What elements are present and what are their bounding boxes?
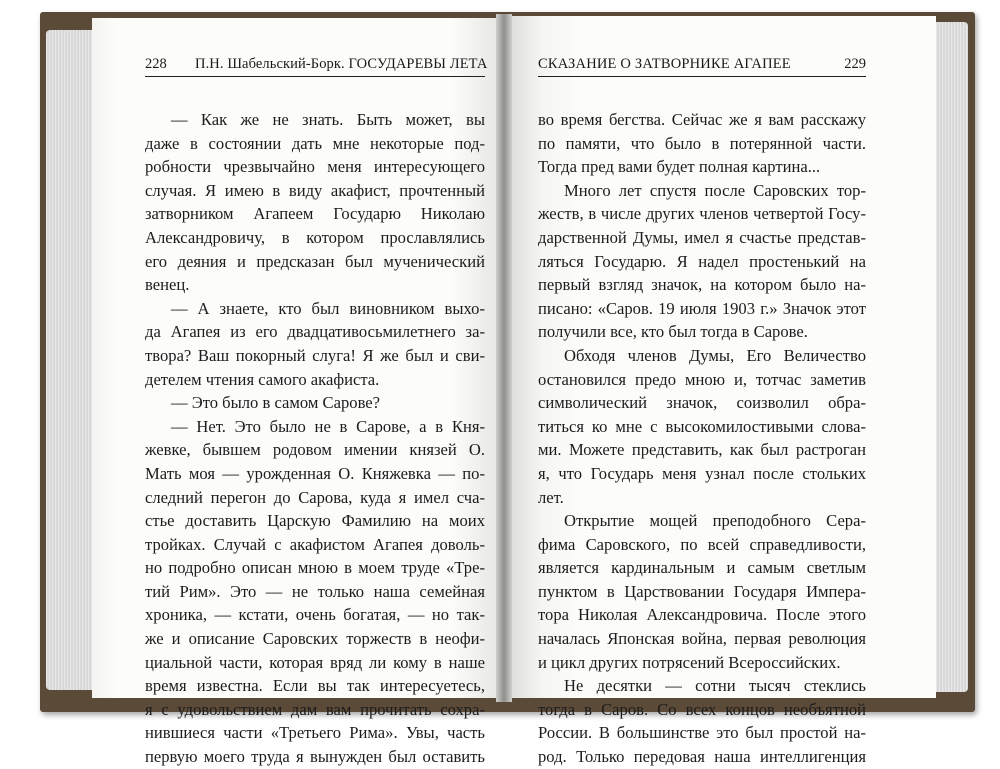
- text-line: первый взгляд значок, на котором было на-: [538, 275, 866, 295]
- text-line: тий Рим». Это — не только наша семейная: [145, 581, 485, 601]
- text-line: началась Японская война, первая революция: [538, 629, 866, 649]
- page-edges-left: [46, 30, 96, 690]
- text-line: ляться Государю. Я надел простенький на: [538, 251, 866, 271]
- text-line: — Нет. Это было не в Сарове, а в Кня-: [171, 416, 485, 436]
- text-line: но подробно описан мною в моем труде «Тре-: [145, 558, 485, 578]
- text-line: Мать моя — урожденная О. Княжевка — по-: [145, 463, 485, 483]
- text-line: робности чрезвычайно меня интересующего: [145, 157, 485, 177]
- text-line: хроника, — кстати, очень богатая, — но так-: [145, 605, 485, 625]
- text-line: — Это было в самом Сарове?: [171, 393, 381, 413]
- text-line: я с удовольствием дам вам прочитать сохра-: [145, 699, 485, 719]
- text-line: — А знаете, кто был виновником выхо-: [171, 298, 485, 318]
- text-line: случая. Я имею в виду акафист, прочтенный: [145, 180, 485, 200]
- text-line: Не десятки — сотни тысяч стеклись: [564, 676, 866, 696]
- text-line: венец.: [145, 275, 190, 295]
- text-line: и цикл других потрясений Всероссийских.: [538, 652, 841, 672]
- right-page-text: [538, 108, 866, 769]
- text-line: получили все, кто был тогда в Сарове.: [538, 322, 808, 342]
- text-line: его деяния и предсказан был мученический: [145, 251, 485, 271]
- text-line: является кардинальным и самым светлым: [538, 558, 866, 578]
- text-line: стье доставить Царскую Фамилию на моих: [145, 511, 485, 531]
- left-header-title: П.Н. Шабельский-Борк. ГОСУДАРЕВЫ ЛЕТА: [195, 56, 488, 72]
- text-line: нившиеся части «Третьего Рима». Увы, часть: [145, 723, 485, 743]
- text-line: я, что Государь меня узнал после стольких: [538, 463, 866, 483]
- text-line: затворником Агапеем Государю Николаю: [145, 204, 485, 224]
- right-header-rule: [538, 76, 866, 77]
- text-line: же и описание Саровских торжеств в неофи-: [145, 629, 485, 649]
- book-gutter: [496, 14, 512, 702]
- text-line: Обходя членов Думы, Его Величество: [564, 345, 866, 365]
- text-line: первую моего труда я вынужден был оставить: [145, 747, 485, 767]
- text-line: пунктом в Царствовании Государя Импера-: [538, 581, 866, 601]
- left-header-rule: [145, 76, 485, 77]
- text-line: да Агапея из его двадцативосьмилетнего за-: [145, 322, 485, 342]
- text-line: России. В большинстве это был простой на-: [538, 723, 866, 743]
- text-line: во время бегства. Сейчас же я вам расскажу: [538, 110, 866, 129]
- text-line: жеств, в числе других членов четвертой Госу-: [538, 204, 866, 224]
- text-line: даже в состоянии дать мне некоторые под-: [145, 133, 485, 153]
- text-line: по памяти, что было в потерянной части.: [538, 133, 866, 153]
- right-header-title: СКАЗАНИЕ О ЗАТВОРНИКЕ АГАПЕЕ: [538, 56, 791, 72]
- text-line: писано: «Саров. 19 июля 1903 г.» Значок этот: [538, 298, 866, 318]
- text-line: Открытие мощей преподобного Сера-: [564, 511, 866, 531]
- text-line: род. Только передовая наша интеллигенция: [538, 747, 866, 767]
- text-line: символический значок, соизволил обра-: [538, 393, 866, 413]
- text-line: тора Николая Александровича. После этого: [538, 605, 866, 625]
- text-line: Александровичу, в котором прославлялись: [145, 227, 485, 247]
- text-line: титься ко мне с высокомилостивыми слова-: [538, 416, 866, 436]
- text-line: жевке, бывшем родовом имении князей О.: [145, 440, 485, 460]
- left-page-number: 228: [145, 56, 167, 72]
- text-line: остановился предо мною и, тотчас заметив: [538, 369, 866, 389]
- text-line: циальной части, которая вряд ли кому в наше: [145, 652, 485, 672]
- text-line: — Как же не знать. Быть может, вы: [171, 110, 485, 129]
- text-line: лет.: [538, 487, 564, 507]
- text-line: Много лет спустя после Саровских тор-: [564, 180, 866, 200]
- text-line: фима Саровского, по всей справедливости,: [538, 534, 866, 554]
- text-line: твора? Ваш покорный слуга! Я же был и сви-: [145, 345, 485, 365]
- text-line: время известна. Если вы так интересуетесь,: [145, 676, 485, 696]
- text-line: тогда в Саров. Со всех концов необъятной: [538, 699, 866, 719]
- text-line: тройках. Случай с акафистом Агапея доволь-: [145, 534, 485, 554]
- text-line: детелем чтения самого акафиста.: [145, 369, 380, 389]
- text-line: ми. Можете представить, как был растроган: [538, 440, 866, 460]
- text-line: Тогда пред вами будет полная картина...: [538, 157, 821, 177]
- right-page-number: 229: [844, 56, 866, 72]
- text-line: следний перегон до Сарова, куда я имел сча-: [145, 487, 485, 507]
- text-line: дарственной Думы, имел я счастье представ-: [538, 227, 866, 247]
- left-page-text: [145, 108, 485, 769]
